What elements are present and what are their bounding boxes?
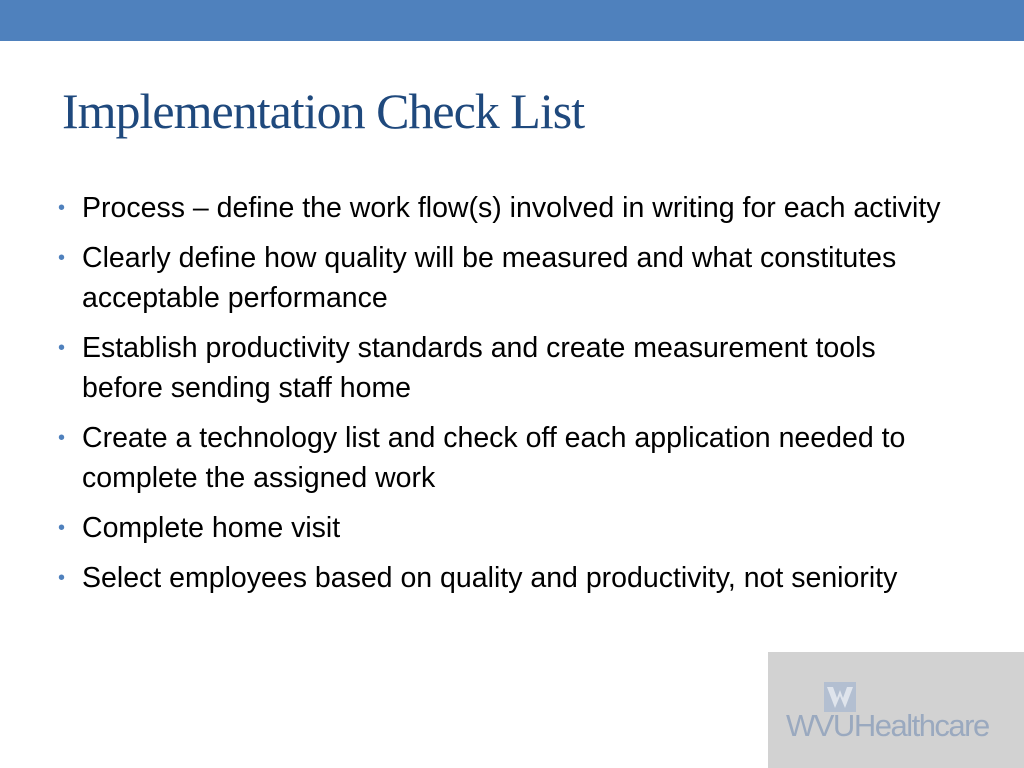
- top-accent-bar: [0, 0, 1024, 41]
- bullet-dot-icon: •: [58, 427, 66, 449]
- bullet-dot-icon: •: [58, 567, 66, 589]
- bullet-item: [58, 188, 958, 228]
- bullet-item: [58, 558, 958, 598]
- logo-text: WVUHealthcare: [786, 708, 989, 743]
- bullet-item: [58, 418, 958, 498]
- bullet-text: Establish productivity standards and create measurement tools before sending staff home: [82, 332, 876, 404]
- bullet-dot-icon: •: [58, 517, 66, 539]
- bullet-dot-icon: •: [58, 247, 66, 269]
- bullet-list: [58, 188, 958, 608]
- bullet-text: Clearly define how quality will be measured and what constitutes acceptable performance: [82, 242, 897, 314]
- bullet-dot-icon: •: [58, 337, 66, 359]
- wvu-healthcare-logo: [768, 652, 1024, 768]
- bullet-text: Complete home visit: [82, 512, 341, 544]
- bullet-text: Select employees based on quality and productivity, not seniority: [82, 562, 898, 594]
- bullet-item: [58, 328, 958, 408]
- bullet-item: [58, 238, 958, 318]
- bullet-item: [58, 508, 958, 548]
- bullet-text: Create a technology list and check off each application needed to complete the assigned work: [82, 422, 906, 494]
- bullet-dot-icon: •: [58, 197, 66, 219]
- slide-title: Implementation Check List: [62, 83, 585, 139]
- bullet-text: Process – define the work flow(s) involved in writing for each activity: [82, 192, 941, 224]
